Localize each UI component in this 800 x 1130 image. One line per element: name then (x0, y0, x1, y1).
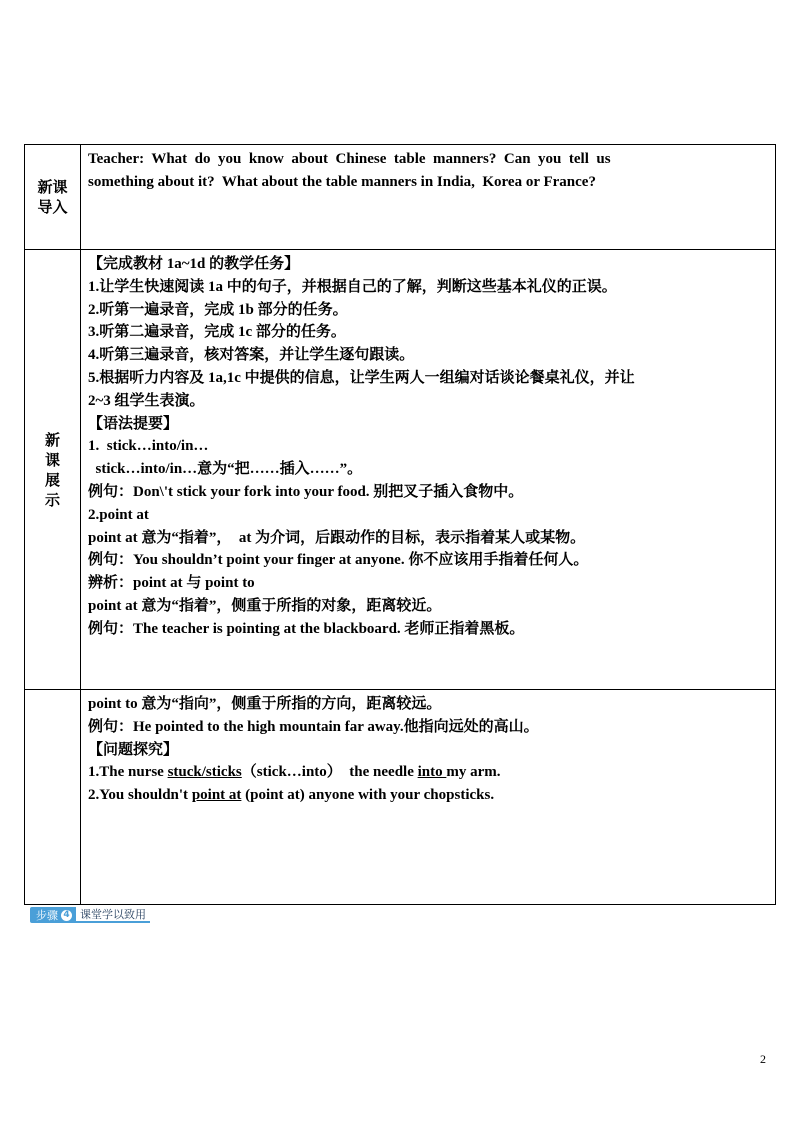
step-title: 课堂学以致用 (76, 907, 150, 923)
text-line: 例句：Don\'t stick your fork into your food. 别把叉子插入食物中。 (88, 483, 524, 500)
text-line: Teacher: What do you know about Chinese table manners? Can you tell us (88, 151, 611, 167)
row-lead-in (25, 145, 775, 249)
text-line: point at 意为“指着”，侧重于所指的对象，距离较近。 (88, 597, 442, 614)
step-number-icon: 4 (61, 910, 72, 921)
row-continued (25, 689, 775, 904)
row-label-continued (25, 690, 81, 904)
row-content-continued (88, 693, 769, 904)
step-pill: 步骤 4 (30, 907, 76, 923)
text-line: 3.听第二遍录音，完成 1c 部分的任务。 (88, 324, 346, 341)
text-line: 【问题探究】 (88, 741, 179, 758)
text-line: 1.让学生快速阅读 1a 中的句子，并根据自己的了解，判断这些基本礼仪的正误。 (88, 278, 617, 295)
text-line: 4.听第三遍录音，核对答案，并让学生逐句跟读。 (88, 347, 415, 364)
text-line: 辨析：point at 与 point to (88, 575, 255, 592)
text-line: 例句：He pointed to the high mountain far away.他指向远处的高山。 (88, 718, 539, 735)
answer-blank: stuck/sticks (167, 764, 242, 781)
question-1: 1.The nurse stuck/sticks（stick…into） the needle into my arm. (88, 764, 501, 781)
question-2: 2.You shouldn't point at (point at) anyone with your chopsticks. (88, 787, 495, 804)
answer-blank: into (417, 764, 447, 781)
row-presentation (25, 249, 775, 689)
row-content-presentation (88, 253, 769, 689)
row-content-lead-in (88, 148, 769, 249)
text-line: 5.根据听力内容及 1a,1c 中提供的信息，让学生两人一组编对话谈论餐桌礼仪，并让 (88, 369, 635, 386)
text-line: 2~3 组学生表演。 (88, 392, 205, 409)
lesson-table (24, 144, 776, 905)
text-line: something about it? What about the table manners in India, Korea or France? (88, 173, 596, 190)
text-line: 例句：The teacher is pointing at the blackboard. 老师正指着黑板。 (88, 620, 525, 637)
text-line: stick…into/in…意为“把……插入……”。 (88, 461, 363, 478)
text-line: 2.point at (88, 506, 149, 523)
text-line: point at 意为“指着”， at 为介词，后跟动作的目标，表示指着某人或某物。 (88, 529, 586, 546)
text-line: 1. stick…into/in… (88, 438, 209, 455)
text-line: 2.听第一遍录音，完成 1b 部分的任务。 (88, 301, 348, 318)
text-line: point to 意为“指向”，侧重于所指的方向，距离较远。 (88, 696, 442, 712)
page-number: 2 (760, 1052, 766, 1066)
step-badge (30, 906, 150, 924)
row-label-lead-in: 新课 导入 (25, 145, 81, 249)
answer-blank: point at (191, 787, 242, 804)
row-label-presentation: 新 课 展 示 (25, 250, 81, 689)
text-line: 【完成教材 1a~1d 的教学任务】 (88, 256, 300, 272)
text-line: 【语法提要】 (88, 415, 179, 432)
text-line: 例句：You shouldn’t point your finger at anyone. 你不应该用手指着任何人。 (88, 552, 589, 569)
